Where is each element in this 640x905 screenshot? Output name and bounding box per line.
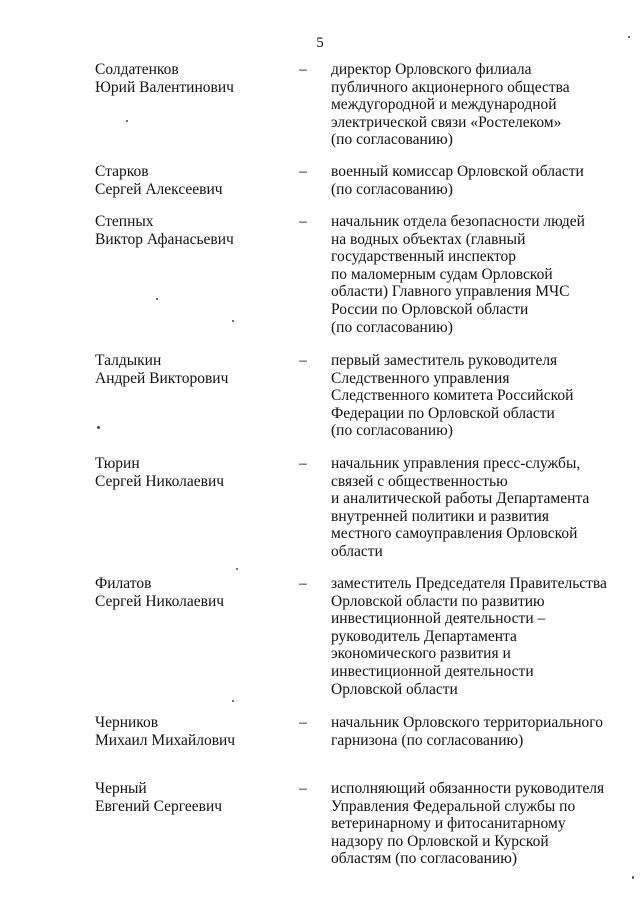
position-line: на водных объектах (главный xyxy=(331,230,526,248)
member-surname: Старков xyxy=(95,163,149,180)
position-line: Федерации по Орловской области xyxy=(331,404,555,422)
member-name xyxy=(95,575,275,610)
position-line: Орловской области xyxy=(331,680,458,698)
member-surname: Солдатенков xyxy=(95,61,179,78)
position-line: начальник Орловского территориального xyxy=(331,714,603,731)
position-line: экономического развития и xyxy=(331,645,511,663)
position-line: России по Орловской области xyxy=(331,300,529,318)
position-line: надзору по Орловской и Курской xyxy=(331,832,549,850)
position-line: директор Орловского филиала xyxy=(331,61,532,78)
position-line: и аналитической работы Департамента xyxy=(331,490,590,508)
member-surname: Талдыкин xyxy=(95,352,162,369)
separator-dash: – xyxy=(299,163,307,180)
separator-dash: – xyxy=(299,213,307,230)
separator-dash: – xyxy=(299,780,307,797)
position-line: инвестиционной деятельности – xyxy=(331,610,546,628)
position-line: ветеринарному и фитосанитарному xyxy=(331,815,566,833)
scan-speck xyxy=(232,700,234,702)
member-position xyxy=(331,213,631,336)
member-position xyxy=(331,352,631,440)
member-given-names: Сергей Николаевич xyxy=(95,472,225,490)
position-line: начальник отдела безопасности людей xyxy=(331,213,585,230)
member-position xyxy=(331,163,631,198)
scan-speck xyxy=(97,426,100,429)
position-line: руководитель Департамента xyxy=(331,627,517,645)
member-surname: Черников xyxy=(95,714,159,731)
position-line: связей с общественностью xyxy=(331,472,508,490)
position-line: Следственного комитета Российской xyxy=(331,387,574,405)
member-given-names: Евгений Сергеевич xyxy=(95,797,223,815)
separator-dash: – xyxy=(299,61,307,78)
position-line: местного самоуправления Орловской xyxy=(331,525,578,543)
member-surname: Черный xyxy=(95,780,147,797)
member-name xyxy=(95,163,275,198)
position-line: военный комиссар Орловской области xyxy=(331,163,584,180)
member-given-names: Сергей Николаевич xyxy=(95,592,225,610)
position-line: Следственного управления xyxy=(331,369,510,387)
member-name xyxy=(95,455,275,490)
position-line: Орловской области по развитию xyxy=(331,592,545,610)
member-surname: Тюрин xyxy=(95,455,140,472)
member-position xyxy=(331,575,631,698)
scan-speck xyxy=(126,120,128,122)
position-line: (по согласованию) xyxy=(331,318,453,336)
separator-dash: – xyxy=(299,575,307,592)
position-line: заместитель Председателя Правительства xyxy=(331,575,607,592)
position-line: (по согласованию) xyxy=(331,131,453,149)
position-line: начальник управления пресс-службы, xyxy=(331,455,581,472)
position-line: инвестиционной деятельности xyxy=(331,662,534,680)
separator-dash: – xyxy=(299,352,307,369)
member-name xyxy=(95,61,275,96)
position-line: по маломерным судам Орловской xyxy=(331,265,553,283)
position-line: области) Главного управления МЧС xyxy=(331,283,570,301)
member-position xyxy=(331,780,631,868)
member-position xyxy=(331,714,631,749)
scan-speck xyxy=(632,876,634,879)
member-given-names: Андрей Викторович xyxy=(95,369,229,387)
position-line: (по согласованию) xyxy=(331,422,453,440)
position-line: государственный инспектор xyxy=(331,248,517,266)
position-line: области xyxy=(331,542,383,560)
position-line: (по согласованию) xyxy=(331,180,453,198)
position-line: внутренней политики и развития xyxy=(331,507,549,525)
scan-speck xyxy=(232,320,234,322)
member-name xyxy=(95,213,275,248)
position-line: публичного акционерного общества xyxy=(331,78,570,96)
position-line: электрической связи «Ростелеком» xyxy=(331,113,562,131)
member-given-names: Сергей Алексеевич xyxy=(95,180,223,198)
scan-speck xyxy=(156,298,158,300)
page-number: 5 xyxy=(316,35,324,51)
separator-dash: – xyxy=(299,455,307,472)
member-given-names: Юрий Валентинович xyxy=(95,78,234,96)
member-name xyxy=(95,780,275,815)
position-line: областям (по согласованию) xyxy=(331,850,517,868)
position-line: междугородной и международной xyxy=(331,96,557,114)
member-surname: Степных xyxy=(95,213,154,230)
position-line: гарнизона (по согласованию) xyxy=(331,731,524,749)
member-given-names: Михаил Михайлович xyxy=(95,731,236,749)
scan-speck xyxy=(236,568,238,570)
member-position xyxy=(331,61,631,149)
scan-speck xyxy=(628,36,630,38)
position-line: первый заместитель руководителя xyxy=(331,352,558,369)
member-position xyxy=(331,455,631,561)
position-line: исполняющий обязанности руководителя xyxy=(331,780,605,797)
position-line: Управления Федеральной службы по xyxy=(331,797,576,815)
member-name xyxy=(95,352,275,387)
member-surname: Филатов xyxy=(95,575,152,592)
separator-dash: – xyxy=(299,714,307,731)
member-name xyxy=(95,714,275,749)
member-given-names: Виктор Афанасьевич xyxy=(95,230,234,248)
